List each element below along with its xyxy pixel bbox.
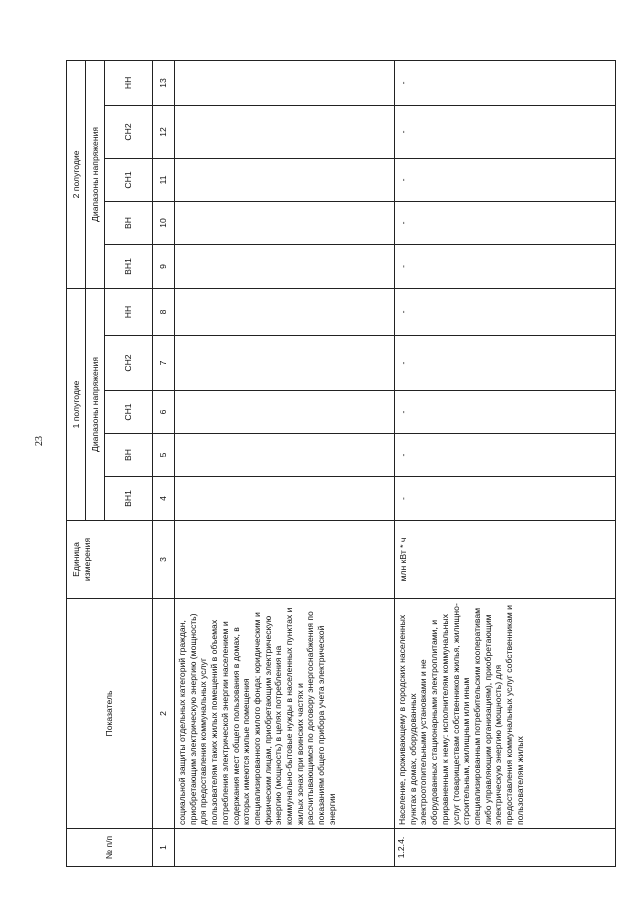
row-2-val-6: -: [395, 391, 616, 434]
row-2-val-11: -: [395, 158, 616, 201]
header-voltage-ranges-1: Диапазоны напряжения: [86, 288, 105, 520]
row-1-val-8: [175, 288, 395, 335]
range-sn1-h1: СН1: [105, 391, 153, 434]
page-number: 23: [34, 436, 45, 446]
colnum-13: 13: [153, 60, 175, 105]
colnum-6: 6: [153, 391, 175, 434]
row-1-val-11: [175, 158, 395, 201]
header-half1: 1 полугодие: [67, 288, 86, 520]
row-1-val-6: [175, 391, 395, 434]
row-2-num: 1.2.4.: [395, 829, 616, 867]
row-2-val-8: -: [395, 288, 616, 335]
tariff-table-container: [66, 61, 586, 867]
row-1-val-4: [175, 477, 395, 521]
tariff-table: [66, 60, 616, 867]
row-2-unit: млн кВт * ч: [395, 521, 616, 599]
row-2-text-inner: Население, проживающему в городских населенных пунктах в домах, оборудованных электроотопительными установками и не оборудованных стационарными электроплитами, и приравненным к нему: исполнителям коммунальных услуг (товариществам собственников жилья, жилищно-строительным, жилищным или иным специализированным потребительским кооперативам либо управляющим организациям), приобретающим электрическую энергию (мощность) для предоставления коммунальных услуг собственникам и пользователям жилых: [397, 603, 525, 825]
colnum-5: 5: [153, 434, 175, 477]
row-2-val-4: -: [395, 477, 616, 521]
header-num: № п/п: [67, 829, 153, 867]
colnum-8: 8: [153, 288, 175, 335]
row-1-val-10: [175, 201, 395, 244]
row-2-val-10: -: [395, 201, 616, 244]
row-2-val-9: -: [395, 244, 616, 288]
row-2-val-13: -: [395, 60, 616, 105]
range-vn1-h2: ВН1: [105, 244, 153, 288]
range-nn-h1: НН: [105, 288, 153, 335]
header-unit: Единица измерения: [67, 521, 153, 599]
range-vn-h2: ВН: [105, 201, 153, 244]
colnum-11: 11: [153, 158, 175, 201]
colnum-9: 9: [153, 244, 175, 288]
colnum-4: 4: [153, 477, 175, 521]
header-voltage-ranges-2: Диапазоны напряжения: [86, 60, 105, 288]
colnum-1: 1: [153, 829, 175, 867]
range-vn1-h1: ВН1: [105, 477, 153, 521]
row-2-val-7: -: [395, 336, 616, 391]
colnum-10: 10: [153, 201, 175, 244]
row-1-val-7: [175, 336, 395, 391]
row-1-val-13: [175, 60, 395, 105]
colnum-2: 2: [153, 599, 175, 829]
range-vn-h1: ВН: [105, 434, 153, 477]
row-1-num: [175, 829, 395, 867]
row-1-text: социальной защиты отдельных категорий граждан, приобретающим электрическую энергию (мощность) для предоставления коммунальных услуг пользователям таких жилых помещений в объемах потребления электрической энергии населением и содержания мест общего пользования в домах, в которых имеются жилые помещения специализированного жилого фонда; юридическим и физическим лицам, приобретающим электрическую энергию (мощность) в целях потребления на коммунально-бытовые нужды в населенных пунктах и жилых зонах при воинских частях и рассчитывающимся по договору энергоснабжения по показаниям общего прибора учета электрической энергии: [175, 599, 395, 829]
header-indicator: Показатель: [67, 599, 153, 829]
row-1-unit: [175, 521, 395, 599]
table-row: [395, 60, 616, 866]
table-row: [175, 60, 395, 866]
range-sn2-h1: СН2: [105, 336, 153, 391]
range-nn-h2: НН: [105, 60, 153, 105]
row-1-val-9: [175, 244, 395, 288]
colnum-7: 7: [153, 336, 175, 391]
row-1-val-5: [175, 434, 395, 477]
range-sn1-h2: СН1: [105, 158, 153, 201]
row-1-val-12: [175, 105, 395, 158]
row-2-val-12: -: [395, 105, 616, 158]
colnum-3: 3: [153, 521, 175, 599]
row-2-val-5: -: [395, 434, 616, 477]
row-2-text: [395, 599, 616, 829]
header-half2: 2 полугодие: [67, 60, 86, 288]
range-sn2-h2: СН2: [105, 105, 153, 158]
colnum-12: 12: [153, 105, 175, 158]
